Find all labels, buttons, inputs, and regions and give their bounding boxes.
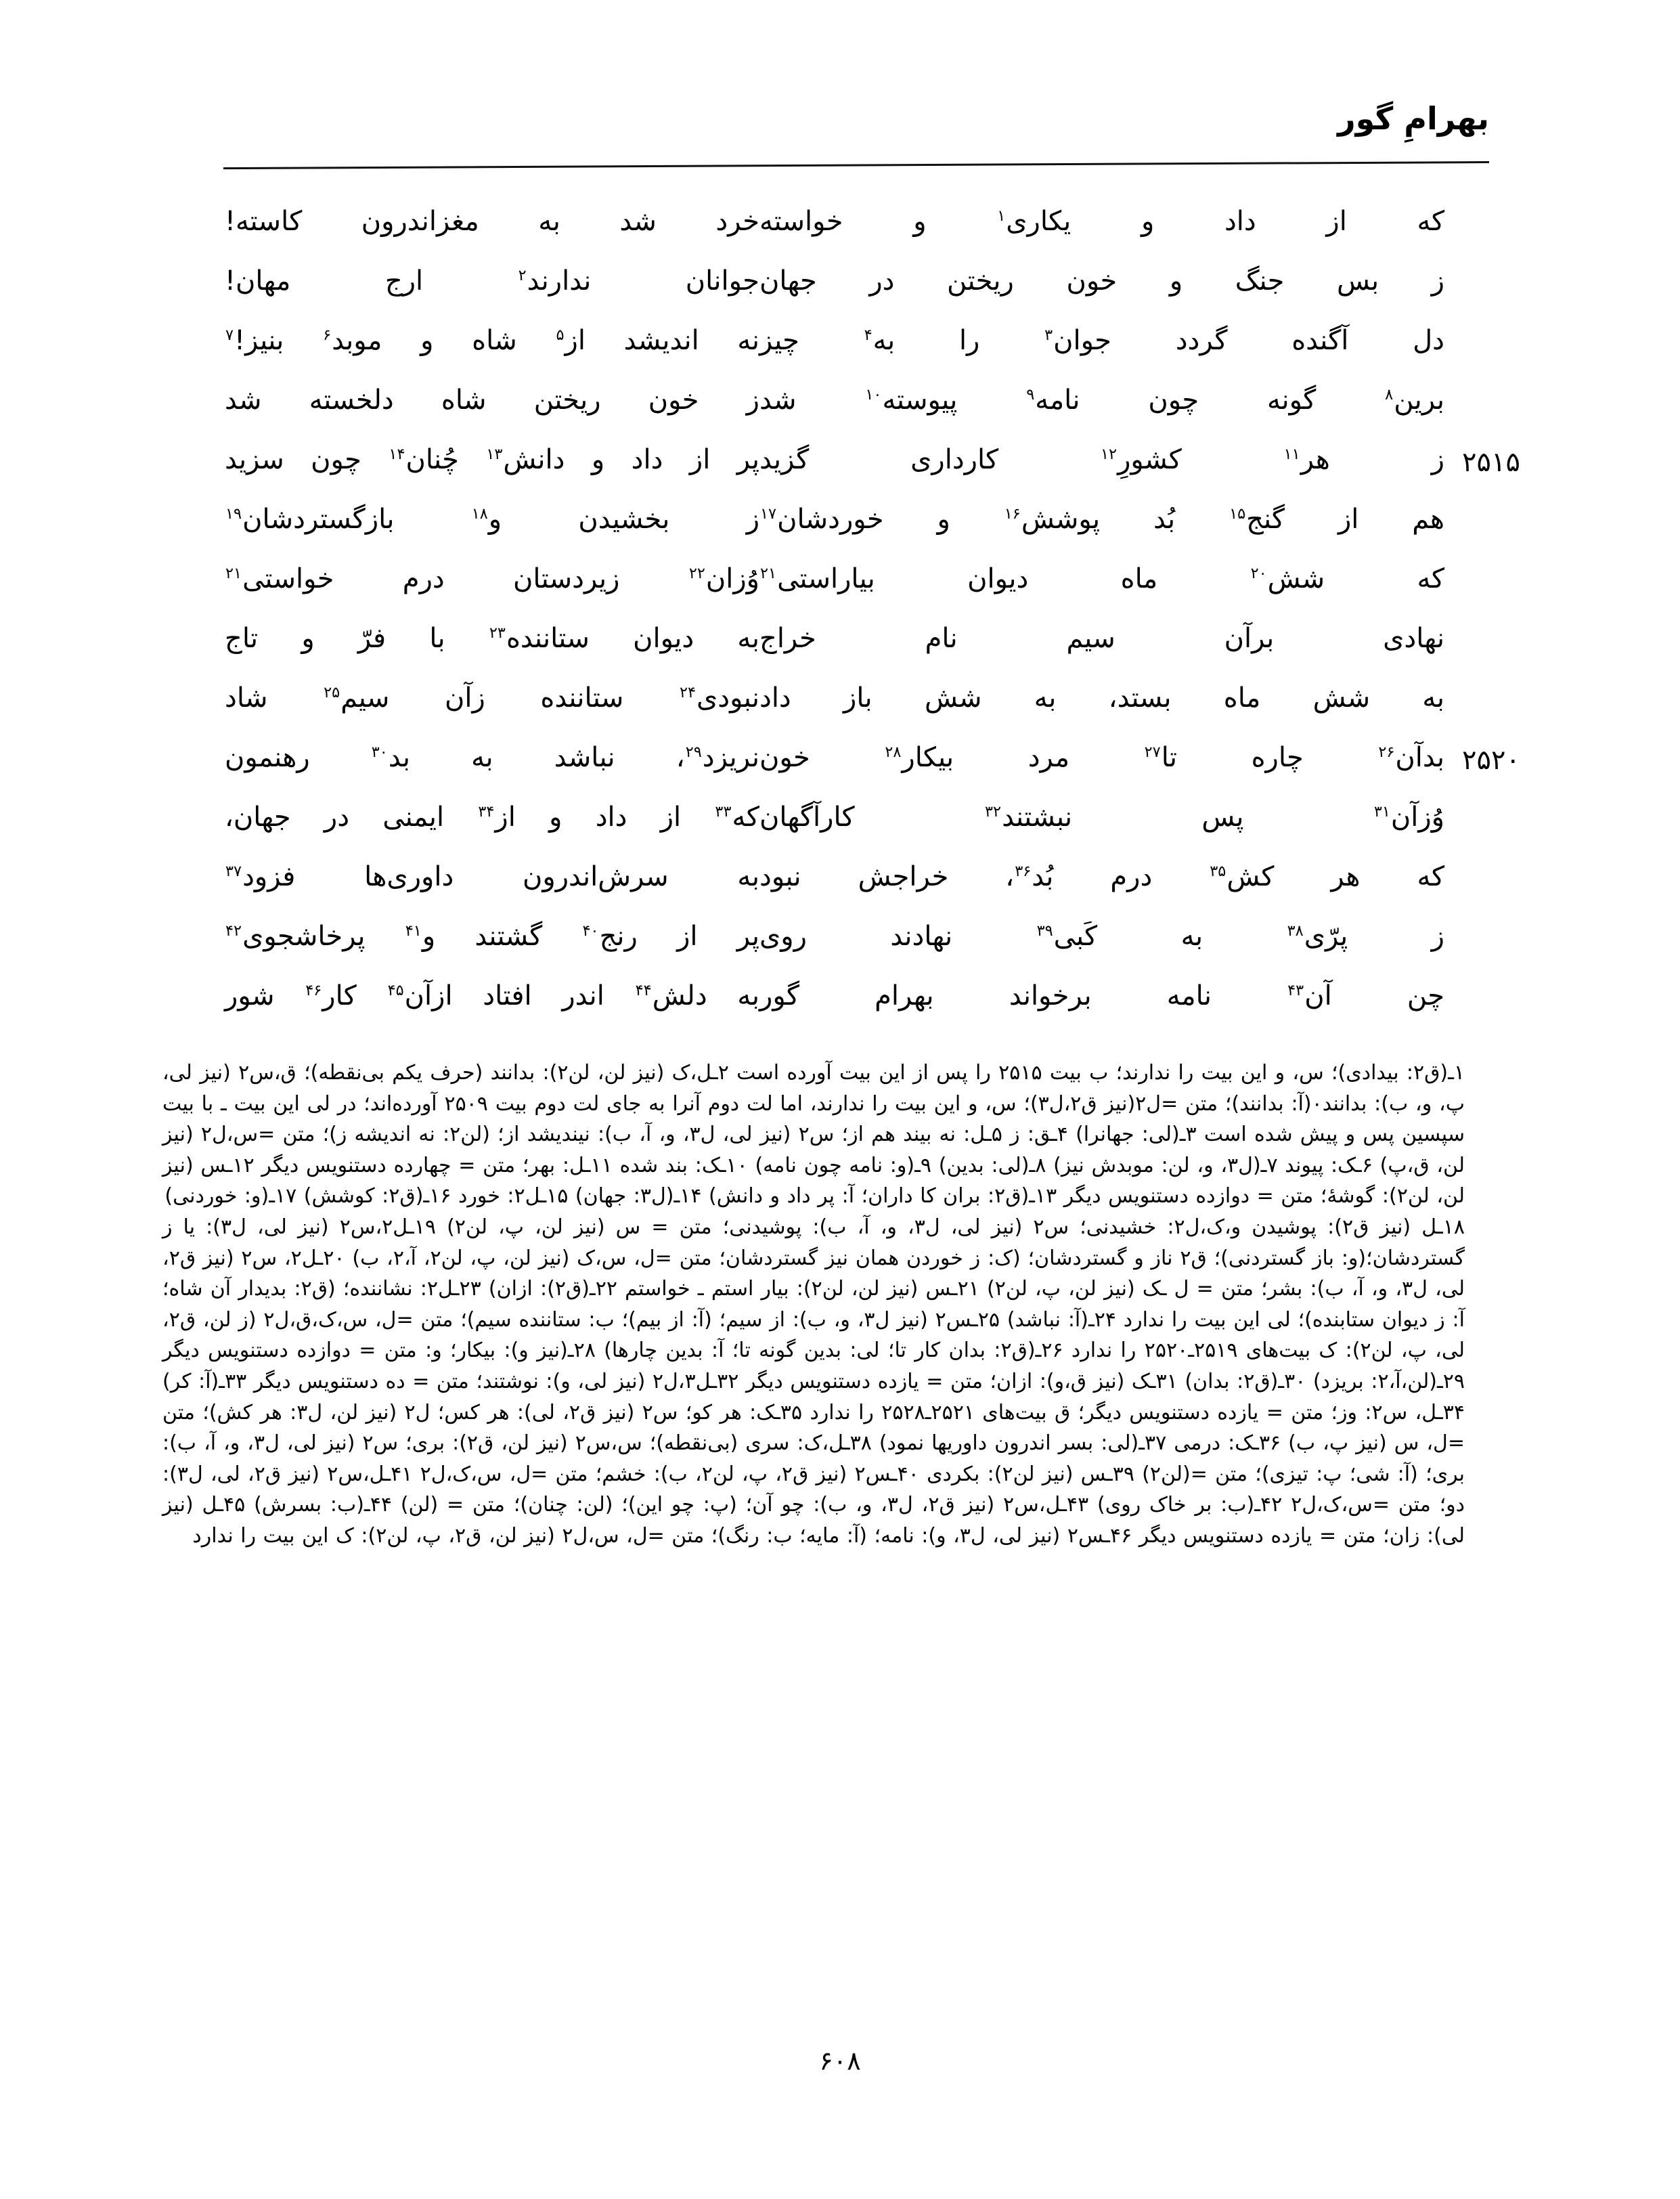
hemistich-right [759, 620, 1457, 657]
apparatus-marker: ۳۲ [985, 802, 1002, 821]
apparatus-marker: ۱۲ [1101, 445, 1118, 463]
verse-row [223, 858, 1457, 918]
apparatus-marker: ۱۷ [760, 504, 777, 523]
apparatus-marker: ۴۵ [387, 981, 404, 999]
hemistich-text: جوانان ندارند$^۲$ ارج مهان! [225, 265, 759, 297]
footnote-paragraph: ۱ـ(ق۲: بیدادی)؛ س، و این بیت را ندارند؛ ب بیت ۲۵۱۵ را پس از این بیت آورده است ۲ـل،ک (نیز لن، لن۲): بدانند (حرف یکم بی‌نقطه)؛ ق،س۲ (نیز لی، پ، و، ب): بدانند۰(آ: بدانند)؛ متن =ل۲(نیز ق۲،ل۳)؛ س، و این بیت را ندارند، اما لت دوم آنرا به جای لت دوم بیت ۲۵۰۹ آورده‌اند؛ در لی این بیت ـ با بیت سپسین پس و پیش شده است ۳ـ(لی: جهانرا) ۴ـق: ز ۵ـل: نه بیند هم از؛ س۲ (نیز لی، ل۳، و، آ، ب): نیندیشد از؛ (لن۲: نه اندیشه ز)؛ متن =س،ل۲ (نیز لن، ق،پ) ۶ـک: پیوند ۷ـ(ل۳، و، لن: موبدش نیز) ۸ـ(لی: بدین) ۹ـ(و: نامه چون نامه) ۱۰ـک: بند شده ۱۱ـل: بهر؛ متن = چهارده دستنویس دیگر ۱۲ـس (نیز لن، لن۲): گوشهٔ؛ متن = دوازده دستنویس دیگر ۱۳ـ(ق۲: بران کا داران؛ آ: پر داد و دانش) ۱۴ـ(ل۳: جهان) ۱۵ـل۲: خورد ۱۶ـ(ق۲: کوشش) ۱۷ـ(و: خوردنی) [162, 1061, 1465, 1209]
apparatus-marker: ۳۹ [1036, 921, 1053, 940]
apparatus-marker: ۲۰ [1250, 564, 1267, 582]
header-divider [223, 161, 1489, 169]
verse-row [223, 978, 1457, 1037]
hemistich-left [225, 441, 759, 478]
apparatus-marker: ۴ [864, 326, 872, 344]
hemistich-left [225, 322, 759, 359]
hemistich-right [759, 203, 1457, 240]
apparatus-marker: ۲۸ [885, 743, 902, 761]
hemistich-left [225, 501, 759, 538]
hemistich-text: بدآن$^{۲۶}$ چاره تا$^{۲۷}$ مرد بیکار$^{۲۸}$ خون [759, 742, 1444, 773]
hemistich-text: ز خون ریختن شاه دلخسته شد [225, 385, 759, 416]
verse-number: ۲۵۲۰ [1462, 745, 1520, 776]
hemistich-text: به سرش‌اندرون داوری‌ها فزود$^{۳۷}$ [225, 861, 759, 892]
hemistich-text: ز بخشیدن و$^{۱۸}$ بازگستردشان$^{۱۹}$ [225, 504, 760, 535]
hemistich-text: به شش ماه بستد، به شش باز داد [759, 682, 1444, 714]
hemistich-right [759, 501, 1457, 538]
apparatus-marker: ۲۵ [324, 683, 340, 701]
apparatus-marker: ۱۳ [486, 445, 503, 463]
hemistich-left [225, 680, 759, 716]
hemistich-text: که هر کش$^{۳۵}$ درم بُد$^{۳۶}$، خراجش نبود [759, 861, 1444, 892]
verse-row [223, 322, 1457, 382]
footnote-apparatus [162, 1058, 1465, 1552]
apparatus-marker: ۳ [1044, 326, 1053, 344]
apparatus-marker: ۳۱ [1373, 802, 1390, 821]
hemistich-text: نه اندیشد از$^۵$ شاه و موبد$^۶$ بنیز!$^۷$ [225, 325, 759, 356]
hemistich-text: ز بس جنگ و خون ریختن در جهان [759, 265, 1444, 297]
apparatus-marker: ۳۸ [1287, 921, 1304, 940]
hemistich-right [759, 382, 1457, 418]
verse-row [223, 203, 1457, 263]
hemistich-left [225, 799, 759, 835]
hemistich-text: به دلش$^{۴۴}$ اندر افتاد ازآن$^{۴۵}$ کار$^{۴۶}$ شور [225, 980, 759, 1011]
verse-row [223, 501, 1457, 561]
verse-row [223, 620, 1457, 680]
verse-row [223, 739, 1520, 799]
apparatus-marker: ۱۵ [1229, 504, 1246, 523]
apparatus-marker: ۴۲ [225, 921, 242, 940]
hemistich-left [225, 978, 759, 1014]
apparatus-marker: ۴۴ [635, 981, 652, 999]
hemistich-text: که از داد و یکاری$^۱$ و خواسته [759, 206, 1444, 237]
hemistich-text: برین$^۸$ گونه چون نامه$^۹$ پیوسته$^{۱۰}$ شد [759, 385, 1444, 416]
verse-row [223, 561, 1457, 620]
apparatus-marker: ۳۷ [225, 862, 242, 880]
hemistich-right [759, 263, 1457, 299]
hemistich-right [759, 978, 1457, 1014]
hemistich-text: نریزد$^{۲۹}$، نباشد به بد$^{۳۰}$ رهنمون [225, 742, 759, 773]
apparatus-marker: ۶ [323, 326, 332, 344]
verse-number: ۲۵۱۵ [1462, 447, 1520, 478]
hemistich-text: نبودی$^{۲۴}$ ستاننده زآن سیم$^{۲۵}$ شاد [225, 682, 759, 714]
apparatus-marker: ۳۳ [715, 802, 732, 821]
hemistich-right [759, 918, 1457, 955]
hemistich-right [759, 858, 1457, 895]
hemistich-text: به دیوان ستاننده$^{۲۳}$ با فرّ و تاج [225, 623, 759, 654]
hemistich-left [225, 620, 759, 657]
apparatus-marker: ۲۲ [688, 564, 705, 582]
apparatus-marker: ۱ [997, 206, 1006, 225]
apparatus-marker: ۳۴ [478, 802, 495, 821]
hemistich-left [225, 263, 759, 299]
hemistich-text: که شش$^{۲۰}$ ماه دیوان بیاراستی$^{۲۱}$ [760, 563, 1445, 594]
apparatus-marker: ۴۳ [1287, 981, 1304, 999]
apparatus-marker: ۱۴ [389, 445, 405, 463]
apparatus-marker: ۸ [1385, 385, 1394, 404]
hemistich-left [225, 918, 759, 955]
apparatus-marker: ۵ [556, 326, 565, 344]
verse-row [223, 680, 1457, 739]
running-header [223, 102, 1489, 176]
hemistich-text: نهادی برآن سیم نام خراج [759, 623, 1444, 654]
apparatus-marker: ۴۶ [305, 981, 322, 999]
verse-row [223, 799, 1457, 858]
hemistich-right [759, 561, 1457, 597]
apparatus-marker: ۳۰ [371, 743, 388, 761]
hemistich-right [759, 441, 1520, 478]
hemistich-text: ز پرّی$^{۳۸}$ به کَبی$^{۳۹}$ نهادند روی [759, 921, 1445, 952]
apparatus-marker: ۴۱ [405, 921, 422, 940]
folio-number: ۶۰۸ [819, 2046, 861, 2076]
hemistich-right [759, 680, 1457, 716]
apparatus-marker: ۳۵ [1210, 862, 1226, 880]
apparatus-marker: ۴۰ [582, 921, 599, 940]
apparatus-marker: ۲۱ [760, 564, 777, 582]
verse-row [223, 263, 1457, 322]
apparatus-marker: ۹ [1026, 385, 1035, 404]
hemistich-left [225, 203, 759, 240]
hemistich-text: هم از گنج$^{۱۵}$ بُد پوشش$^{۱۶}$ و خوردشان$^{۱۷}$ [760, 504, 1444, 535]
apparatus-marker: ۲ [518, 266, 527, 284]
apparatus-marker: ۲۳ [489, 624, 506, 642]
apparatus-marker: ۱۶ [1004, 504, 1021, 523]
verse-block [223, 203, 1520, 1037]
hemistich-left [225, 382, 759, 418]
apparatus-marker: ۱۸ [471, 504, 488, 523]
apparatus-marker: ۲۴ [679, 683, 696, 701]
hemistich-right [759, 322, 1457, 359]
hemistich-text: ز هر$^{۱۱}$ کشورِ$^{۱۲}$ کارداری گزید [759, 444, 1444, 475]
hemistich-text: پر از داد و دانش$^{۱۳}$ چُنان$^{۱۴}$ چون سزید [225, 444, 759, 475]
apparatus-marker: ۲۶ [1378, 743, 1395, 761]
hemistich-text: وُزان$^{۲۲}$ زیردستان درم خواستی$^{۲۱}$ [225, 563, 759, 594]
apparatus-marker: ۱۰ [865, 385, 882, 404]
apparatus-marker: ۲۹ [685, 743, 702, 761]
verse-row [223, 918, 1457, 978]
hemistich-left [225, 561, 759, 597]
verse-row [223, 441, 1520, 501]
hemistich-right [759, 739, 1520, 776]
hemistich-text: وُزآن$^{۳۱}$ پس نبشتند$^{۳۲}$ کارآگهان [759, 802, 1444, 833]
apparatus-marker: ۳۶ [1015, 862, 1032, 880]
apparatus-marker: ۷ [225, 326, 234, 344]
hemistich-text: خرد شد به مغزاندرون کاسته! [225, 206, 759, 237]
hemistich-left [225, 739, 759, 776]
apparatus-marker: ۲۱ [225, 564, 242, 582]
hemistich-text: دل آگنده گردد جوان$^۳$ را به$^۴$ چیز [759, 325, 1444, 356]
hemistich-text: پر از رنج$^{۴۰}$ گشتند و$^{۴۱}$ پرخاشجوی$^{۴۲}$ [225, 921, 759, 952]
apparatus-marker: ۱۱ [1283, 445, 1300, 463]
footnote-paragraph: ۱۸ـل (نیز ق۲): پوشیدن و،ک،ل۲: خشیدنی؛ س۲ (نیز لی، ل۳، و، آ، ب): پوشیدنی؛ متن = س (نیز لن، پ، لن۲) ۱۹ـل۲،س۲ (نیز لی، ل۳): یا ز گستردشان؛(و: باز گستردنی)؛ ق۲ ناز و گستردشان؛ (ک: ز خوردن همان نیز گستردشان؛ متن =ل، س،ک (نیز لن، پ، لن۲، آ،۲، ب) ۲۰ـل۲، س۲ (نیز ق۲، لی، ل۳، و، آ، ب): بشر؛ متن = ل ـک (نیز لن، پ، لن۲) ۲۱ـس (نیز لن، لن۲): بیار استم ـ خواستم ۲۲ـ(ق۲): ازان) ۲۳ـل۲: نشاننده؛ (ق۲: بدیدار آن شاه؛ آ: ز دیوان ستابنده)؛ لی این بیت را ندارد ۲۴ـ(آ: نباشد) ۲۵ـس۲ (نیز ل۳، و، ب): از سیم؛ (آ: از بیم)؛ ب: ستاننده سیم)؛ متن =ل، س،ک،ق،ل۲ (ز لن، ق۲، لی، پ، لن۲): ک بیت‌های ۲۵۱۹ـ۲۵۲۰ را ندارد ۲۶ـ(ق۲: بدان کار تا؛ لی: بدین گونه تا؛ آ: بدین چارها) ۲۸ـ(نیز و): بیکار؛ و: متن = دوازده دستنویس دیگر ۲۹ـ(لن،آ،۲: بریزد) ۳۰ـ(ق۲: بدان) ۳۱ـک (نیز ق،و): ازان؛ متن = یازده دستنویس دیگر ۳۲ـل۳،ل۲ (نیز لی، و): نوشتند؛ متن = ده دستنویس دیگر ۳۳ـ(آ: کر) ۳۴ـل، س۲: وز؛ متن = یازده دستنویس دیگر؛ ق بیت‌های ۲۵۲۱ـ۲۵۲۸ را ندارد ۳۵ـک: هر کو؛ س۲ (نیز ق۲، لی): هر کس؛ ل۲ (نیز لن، ل۳: هر کش)؛ متن =ل، س (نیز پ، ب) ۳۶ـک: درمی ۳۷ـ(لی: بسر اندرون داوریها نمود) ۳۸ـل،ک: سری (بی‌نقطه)؛ س،س۲ (نیز لن، ق۲): بری؛ س۲ (نیز لی، ل۳، و، آ، ب): بری؛ (آ: شی؛ پ: تیزی)؛ متن =(لن۲) ۳۹ـس (نیز لن۲): بکردی ۴۰ـس۲ (نیز ق۲، پ، لن۲، ب): خشم؛ متن =ل، س،ک،ل۲ ۴۱ـل،س۲ (نیز ق۲، لی، ل۳): دو؛ متن =س،ک،ل۲ ۴۲ـ(ب: بر خاک روی) ۴۳ـل،س۲ (نیز ق۲، ل۳، و، ب): چو آن؛ (پ: چو این)؛ (لن: چنان)؛ متن = (لن) ۴۴ـ(ب: بسرش) ۴۵ـل (نیز لی): زان؛ متن = یازده دستنویس دیگر ۴۶ـس۲ (نیز لی، ل۳، و): نامه؛ (آ: مایه؛ ب: رنگ)؛ متن =ل، س،ل۲ (نیز لن، ق۲، پ، لن۲): ک این بیت را ندارد [162, 1215, 1465, 1548]
hemistich-text: که$^{۳۳}$ از داد و از$^{۳۴}$ ایمنی در جهان، [225, 802, 759, 833]
apparatus-marker: ۱۹ [225, 504, 242, 523]
hemistich-right [759, 799, 1457, 835]
hemistich-text: چن آن$^{۴۳}$ نامه برخواند بهرام گور [759, 980, 1444, 1011]
hemistich-left [225, 858, 759, 895]
page-title: بهرامِ گور [1338, 100, 1489, 137]
verse-row [223, 382, 1457, 441]
apparatus-marker: ۲۷ [1144, 743, 1161, 761]
